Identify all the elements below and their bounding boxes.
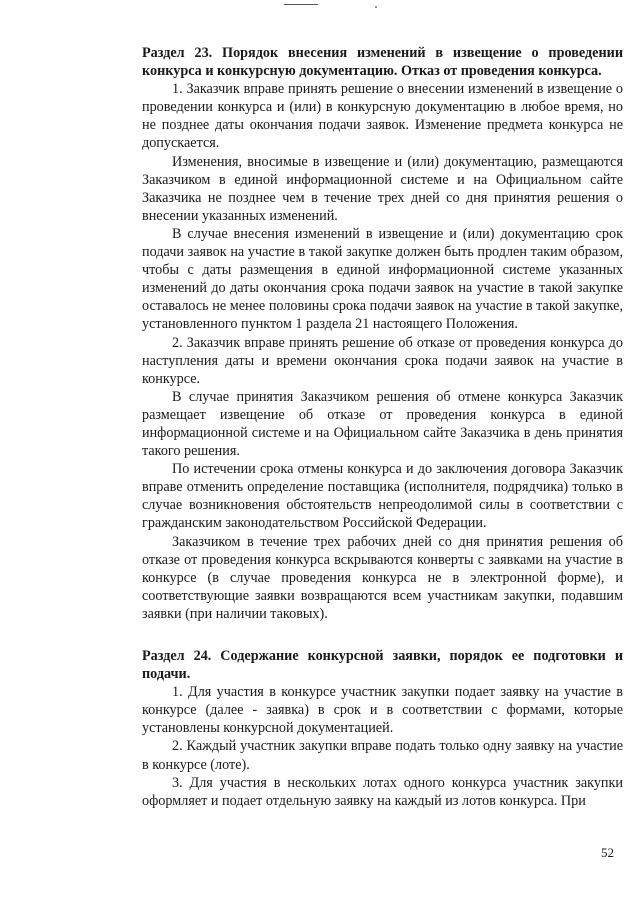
scan-dot: [375, 6, 377, 8]
section-23-paragraph-5: В случае принятия Заказчиком решения об отмене конкурса Заказчик размещает извещение об отказе от проведения конкурса в единой информационной системе и на Официальном сайте Заказчика в день принятия такого решения.: [142, 388, 623, 460]
section-24-paragraph-2: 2. Каждый участник закупки вправе подать только одну заявку на участие в конкурсе (лоте).: [142, 738, 623, 773]
section-23-paragraph-3: В случае внесения изменений в извещение и (или) документацию срок подачи заявок на участие в такой закупке должен быть продлен таким образом, чтобы с даты размещения в единой информационной системе указанных изменений до даты окончания срока подачи заявок на участие в такой закупке оставалось не менее половины срока подачи заявок на участие в такой закупке, установленного пунктом 1 раздела 21 настоящего Положения.: [142, 225, 623, 333]
section-24-paragraph-3: 3. Для участия в нескольких лотах одного конкурса участник закупки оформляет и подает отдельную заявку на каждый из лотов конкурса. При: [142, 774, 623, 809]
section-23-paragraph-2: Изменения, вносимые в извещение и (или) документацию, размещаются Заказчиком в единой информационной системе и на Официальном сайте Заказчика не позднее чем в течение трех дней со дня принятия решения о внесении указанных изменений.: [142, 153, 623, 224]
document-page: [142, 44, 623, 810]
section-23-heading: Раздел 23. Порядок внесения изменений в извещение о проведении конкурса и конкурсную документацию. Отказ от проведения конкурса.: [142, 45, 623, 80]
scan-mark: [284, 4, 318, 5]
section-23-paragraph-4: 2. Заказчик вправе принять решение об отказе от проведения конкурса до наступления даты и времени окончания срока подачи заявок на участие в конкурсе.: [142, 334, 623, 387]
section-24-paragraph-1: 1. Для участия в конкурсе участник закупки подает заявку на участие в конкурсе (далее - заявка) в срок и в соответствии с формами, которые установлены конкурсной документацией.: [142, 684, 623, 737]
page-number: 52: [601, 845, 614, 860]
section-gap: [142, 623, 623, 647]
section-23-paragraph-7: Заказчиком в течение трех рабочих дней со дня принятия решения об отказе от проведения конкурса вскрываются конверты с заявками на участие в конкурсе (в случае проведения конкурса не в электронной форме), и соответствующие заявки возвращаются всем участникам закупки, подавшим заявки (при наличии таковых).: [142, 533, 623, 622]
section-23-paragraph-1: 1. Заказчик вправе принять решение о внесении изменений в извещение о проведении конкурса и (или) в конкурсную документацию в любое время, но не позднее даты окончания подачи заявок. Изменение предмета конкурса не допускается.: [142, 81, 623, 152]
section-24-heading: Раздел 24. Содержание конкурсной заявки, порядок ее подготовки и подачи.: [142, 648, 623, 683]
section-23-paragraph-6: По истечении срока отмены конкурса и до заключения договора Заказчик вправе отменить определение поставщика (исполнителя, подрядчика) только в случае возникновения обстоятельств непреодолимой силы в соответствии с гражданским законодательством Российской Федерации.: [142, 461, 623, 532]
